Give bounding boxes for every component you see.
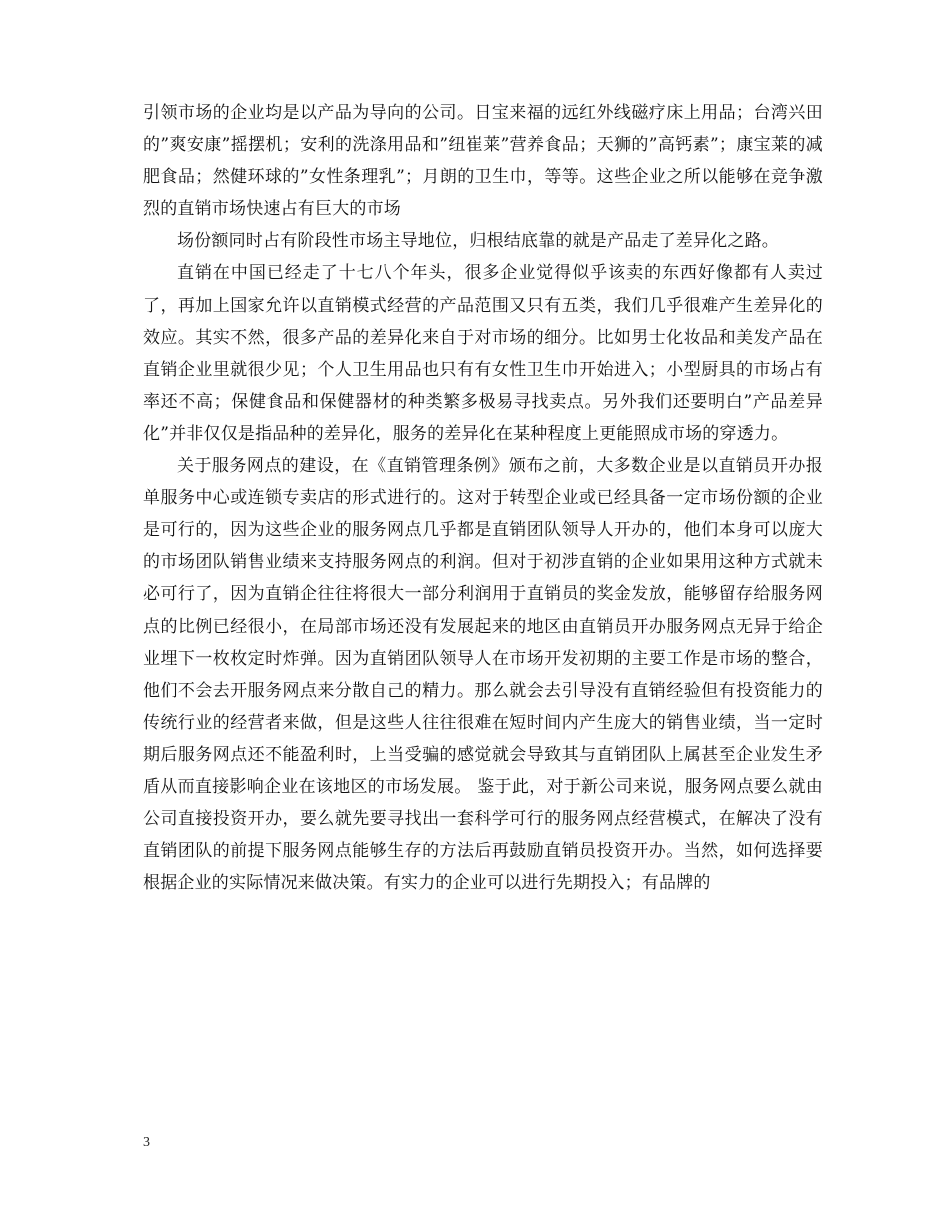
paragraph-3: 直销在中国已经走了十七八个年头，很多企业觉得似乎该卖的东西好像都有人卖过了，再加上国家允许以直销模式经营的产品范围又只有五类，我们几乎很难产生差异化的效应。其实不然，很多产品的差异化来自于对市场的细分。比如男士化妆品和美发产品在直销企业里就很少见；个人卫生用品也只有有女性卫生巾开始进入；小型厨具的市场占有率还不高；保健食品和保健器材的种类繁多极易寻找卖点。另外我们还要明白”产品差异化”并非仅仅是指品种的差异化，服务的差异化在某种程度上更能照成市场的穿透力。 [143,263,823,444]
paragraph-2: 场份额同时占有阶段性市场主导地位，归根结底靠的就是产品走了差异化之路。 [177,231,779,252]
paragraph-1: 引领市场的企业均是以产品为导向的公司。日宝来福的远红外线磁疗床上用品；台湾兴田的”爽安康”摇摆机；安利的洗涤用品和”纽崔莱”营养食品；天狮的”高钙素”；康宝莱的减肥食品；然健环球的”女性条理乳”；月朗的卫生巾，等等。这些企业之所以能够在竞争激烈的直销市场快速占有巨大的市场 [143,103,823,220]
paragraph-4: 关于服务网点的建设，在《直销管理条例》颁布之前，大多数企业是以直销员开办报单服务中心或连锁专卖店的形式进行的。这对于转型企业或已经具备一定市场份额的企业是可行的，因为这些企业的服务网点几乎都是直销团队领导人开办的，他们本身可以庞大的市场团队销售业绩来支持服务网点的利润。但对于初涉直销的企业如果用这种方式就未必可行了，因为直销企往往将很大一部分利润用于直销员的奖金发放，能够留存给服务网点的比例已经很小，在局部市场还没有发展起来的地区由直销员开办服务网点无异于给企业埋下一枚枚定时炸弹。因为直销团队领导人在市场开发初期的主要工作是市场的整合，他们不会去开服务网点来分散自己的精力。那么就会去引导没有直销经验但有投资能力的传统行业的经营者来做，但是这些人往往很难在短时间内产生庞大的销售业绩，当一定时期后服务网点还不能盈利时，上当受骗的感觉就会导致其与直销团队上属甚至企业发生矛盾从而直接影响企业在该地区的市场发展。 鉴于此，对于新公司来说，服务网点要么就由公司直接投资开办，要么就先要寻找出一套科学可行的服务网点经营模式，在解决了没有直销团队的前提下服务网点能够生存的方法后再鼓励直销员投资开办。当然，如何选择要根据企业的实际情况来做决策。有实力的企业可以进行先期投入；有品牌的 [143,456,823,894]
body-text [143,97,823,899]
page-number: 3 [143,1135,150,1150]
